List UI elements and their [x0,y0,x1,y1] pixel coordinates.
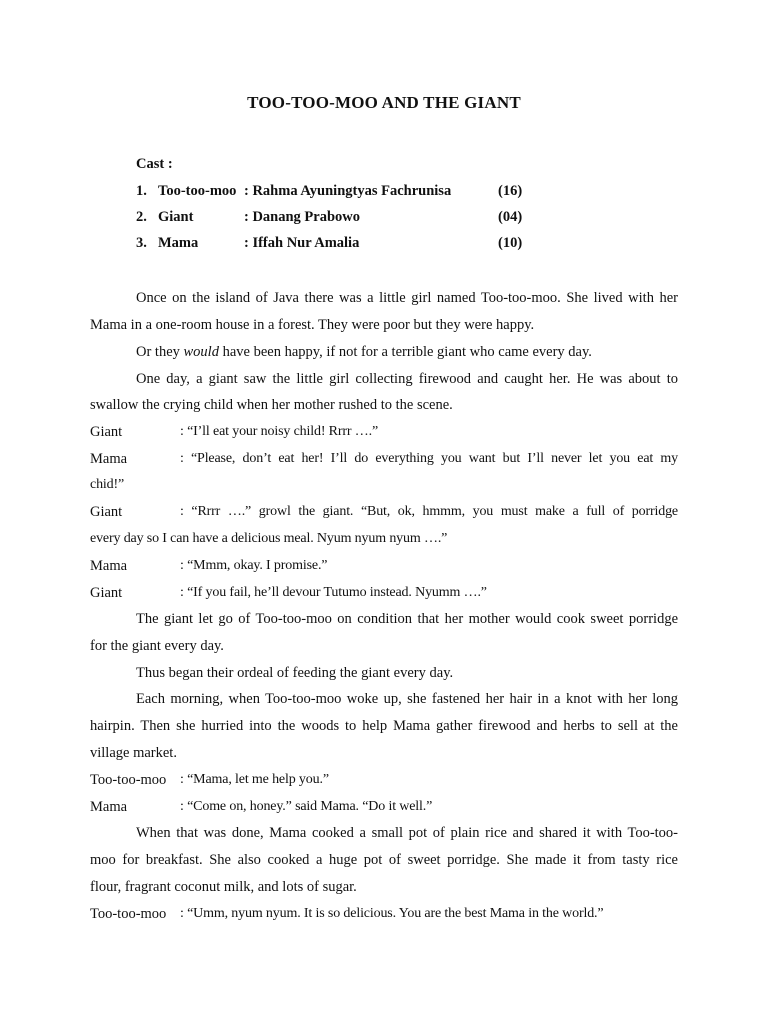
paragraph-line: Each morning, when Too-too-moo woke up, she fastened her hair in a knot with her long [136,691,678,707]
cast-student-number: (16) [498,183,523,199]
cast-actor: : Iffah Nur Amalia [244,235,360,251]
cast-role: Mama [158,235,199,251]
cast-number: 3. [136,235,147,251]
cast-row [136,235,536,255]
paragraph-line: village market. [90,745,177,761]
paragraph-line: When that was done, Mama cooked a small pot of plain rice and shared it with Too-too- [136,825,678,841]
paragraph-line: hairpin. Then she hurried into the woods to help Mama gather firewood and herbs to sell at the [90,718,678,734]
speaker-name: Giant [90,424,123,440]
speaker-name: Mama [90,799,128,815]
cast-actor: : Danang Prabowo [244,209,361,225]
speaker-name: Mama [90,558,128,574]
paragraph-line: for the giant every day. [90,638,224,654]
dialogue-continuation: chid!” [90,477,125,492]
dialogue-line: : “I’ll eat your noisy child! Rrrr ….” [180,424,379,439]
speaker-name: Too-too-moo [90,906,167,922]
speaker-name: Giant [90,585,123,601]
cast-number: 1. [136,183,147,199]
document-title: TOO-TOO-MOO AND THE GIANT [247,93,521,112]
speaker-name: Giant [90,504,123,520]
dialogue-line: : “If you fail, he’ll devour Tutumo instead. Nyumm ….” [180,585,487,600]
cast-actor: : Rahma Ayuningtyas Fachrunisa [244,183,452,199]
paragraph-line: swallow the crying child when her mother rushed to the scene. [90,397,453,413]
text-run: Or they [136,344,184,360]
paragraph-line: Mama in a one-room house in a forest. They were poor but they were happy. [90,317,535,333]
dialogue-line: : “Umm, nyum nyum. It is so delicious. You are the best Mama in the world.” [180,906,604,921]
cast-student-number: (04) [498,209,523,225]
cast-label: Cast : [136,156,173,172]
cast-role: Too-too-moo [158,183,237,199]
dialogue-continuation: every day so I can have a delicious meal. Nyum nyum nyum ….” [90,531,448,546]
paragraph-line: The giant let go of Too-too-moo on condition that her mother would cook sweet porridge [136,611,678,627]
cast-row [136,183,536,203]
speaker-name: Too-too-moo [90,772,167,788]
emphasized-word: would [183,344,219,360]
paragraph-line: Once on the island of Java there was a little girl named Too-too-moo. She lived with her [136,290,678,306]
paragraph-line [136,344,678,364]
paragraph-line: Thus began their ordeal of feeding the giant every day. [136,665,454,681]
text-run: have been happy, if not for a terrible giant who came every day. [218,344,592,360]
dialogue-line: : “Come on, honey.” said Mama. “Do it well.” [180,799,433,814]
dialogue-line: : “Mmm, okay. I promise.” [180,558,328,573]
cast-role: Giant [158,209,194,225]
dialogue-line: : “Rrrr ….” growl the giant. “But, ok, hmmm, you must make a full of porridge [180,504,678,519]
paragraph-line: moo for breakfast. She also cooked a huge pot of sweet porridge. She made it from tasty rice [90,852,678,868]
dialogue-line: : “Mama, let me help you.” [180,772,329,787]
dialogue-line: : “Please, don’t eat her! I’ll do everything you want but I’ll never let you eat my [180,451,678,466]
cast-number: 2. [136,209,147,225]
paragraph-line: flour, fragrant coconut milk, and lots of sugar. [90,879,357,895]
cast-student-number: (10) [498,235,523,251]
cast-row [136,209,536,229]
speaker-name: Mama [90,451,128,467]
paragraph-line: One day, a giant saw the little girl collecting firewood and caught her. He was about to [136,371,678,387]
